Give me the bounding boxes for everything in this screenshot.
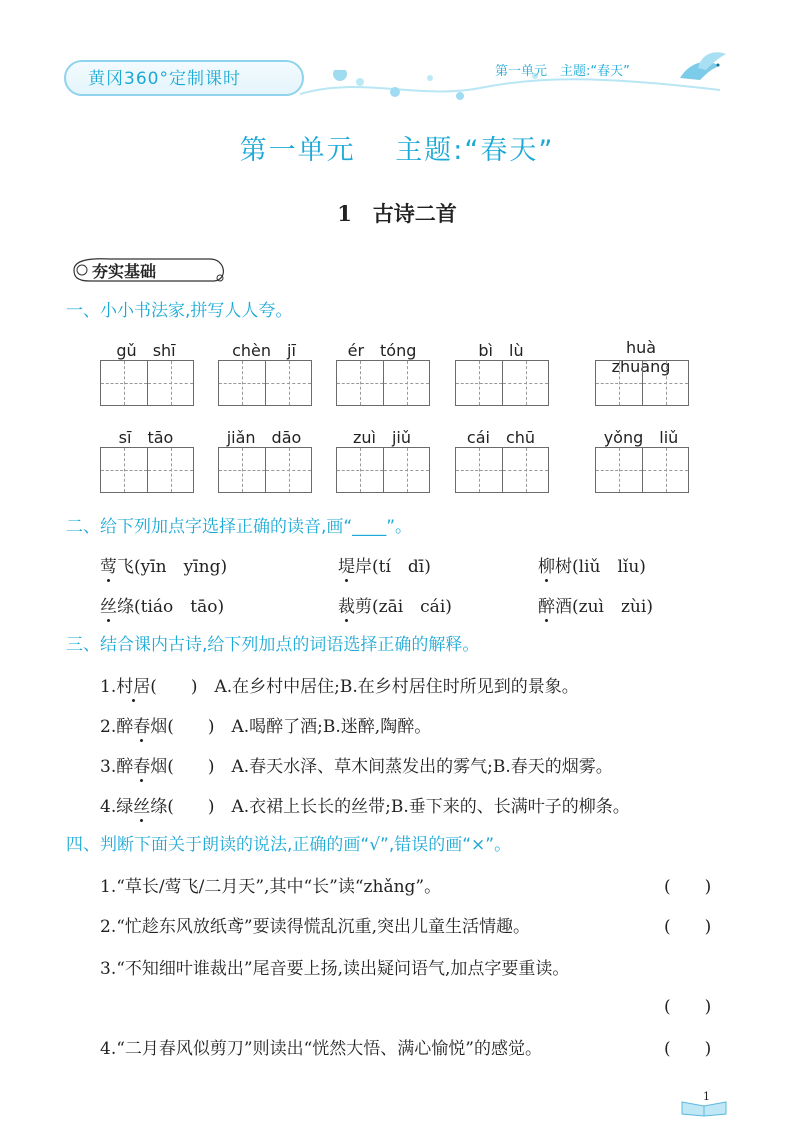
writing-grid[interactable] bbox=[218, 360, 312, 406]
q4-item-text: 1.“草长/莺飞/二月天”,其中“长”读“zhǎng”。 bbox=[100, 877, 442, 897]
answer-blank[interactable]: ( ) bbox=[150, 677, 198, 697]
pinyin-label: huà zhuāng bbox=[611, 338, 671, 376]
answer-blank[interactable]: ( ) bbox=[167, 757, 215, 777]
writing-grid[interactable] bbox=[336, 360, 430, 406]
lesson-title: 1 古诗二首 bbox=[337, 201, 457, 226]
pinyin-label: bì lù bbox=[478, 341, 524, 360]
writing-grid[interactable] bbox=[455, 360, 549, 406]
writing-grid[interactable] bbox=[100, 360, 194, 406]
q1-title: 一、小小书法家,拼写人人夸。 bbox=[66, 301, 293, 321]
q3-item: 3.醉春烟( ) A.春天水泽、草木间蒸发出的雾气;B.春天的烟雾。 bbox=[100, 757, 613, 777]
pinyin-label: cái chū bbox=[466, 428, 536, 447]
q2-item: 醉酒(zuì zùi) bbox=[538, 597, 653, 617]
q4-item-text: 4.“二月春风似剪刀”则读出“恍然大悟、满心愉悦”的感觉。 bbox=[100, 1039, 542, 1059]
bird-icon bbox=[676, 48, 730, 88]
header-unit-label: 第一单元 主题:“春天” bbox=[495, 64, 630, 79]
writing-grid[interactable] bbox=[595, 360, 689, 406]
q2-item: 堤岸(tí dī) bbox=[338, 557, 431, 577]
q4-item-text: 3.“不知细叶谁裁出”尾音要上扬,读出疑问语气,加点字要重读。 bbox=[100, 959, 570, 979]
q2-item: 柳树(liǔ lǐu) bbox=[538, 557, 646, 577]
answer-blank[interactable]: ( ) bbox=[664, 917, 712, 937]
answer-blank[interactable]: ( ) bbox=[664, 997, 712, 1017]
pinyin-label: jiǎn dāo bbox=[226, 428, 302, 447]
header-brand: 黄冈360°定制课时 bbox=[88, 69, 241, 89]
q2-item: 裁剪(zāi cái) bbox=[338, 597, 452, 617]
writing-grid[interactable] bbox=[595, 447, 689, 493]
writing-grid[interactable] bbox=[100, 447, 194, 493]
q3-item: 2.醉春烟( ) A.喝醉了酒;B.迷醉,陶醉。 bbox=[100, 717, 432, 737]
answer-blank[interactable]: ( ) bbox=[664, 877, 712, 897]
q2-title: 二、给下列加点字选择正确的读音,画“____”。 bbox=[66, 517, 413, 537]
q3-item: 4.绿丝绦( ) A.衣裙上长长的丝带;B.垂下来的、长满叶子的柳条。 bbox=[100, 797, 630, 817]
answer-blank[interactable]: ( ) bbox=[664, 1039, 712, 1059]
pinyin-label: gǔ shī bbox=[116, 341, 176, 360]
writing-grid[interactable] bbox=[336, 447, 430, 493]
page-number: 1 bbox=[703, 1090, 710, 1103]
writing-grid[interactable] bbox=[455, 447, 549, 493]
q3-item: 1.村居( ) A.在乡村中居住;B.在乡村居住时所见到的景象。 bbox=[100, 677, 579, 697]
q3-title: 三、结合课内古诗,给下列加点的词语选择正确的解释。 bbox=[66, 635, 480, 655]
pinyin-label: zuì jiǔ bbox=[352, 428, 412, 447]
pinyin-label: yǒng liǔ bbox=[603, 428, 679, 447]
q2-item: 丝绦(tiáo tāo) bbox=[100, 597, 225, 617]
pinyin-label: chèn jī bbox=[232, 341, 296, 360]
q4-item-text: 2.“忙趁东风放纸鸢”要读得慌乱沉重,突出儿童生活情趣。 bbox=[100, 917, 531, 937]
q2-item: 莺飞(yīn yīng) bbox=[100, 557, 228, 577]
q4-title: 四、判断下面关于朗读的说法,正确的画“√”,错误的画“×”。 bbox=[66, 835, 512, 855]
pinyin-label: ér tóng bbox=[347, 341, 417, 360]
writing-grid[interactable] bbox=[218, 447, 312, 493]
answer-blank[interactable]: ( ) bbox=[167, 797, 215, 817]
section-label: 夯实基础 bbox=[92, 262, 157, 281]
answer-blank[interactable]: ( ) bbox=[167, 717, 215, 737]
unit-title: 第一单元 主题:“春天” bbox=[239, 135, 555, 166]
pinyin-label: sī tāo bbox=[118, 428, 174, 447]
